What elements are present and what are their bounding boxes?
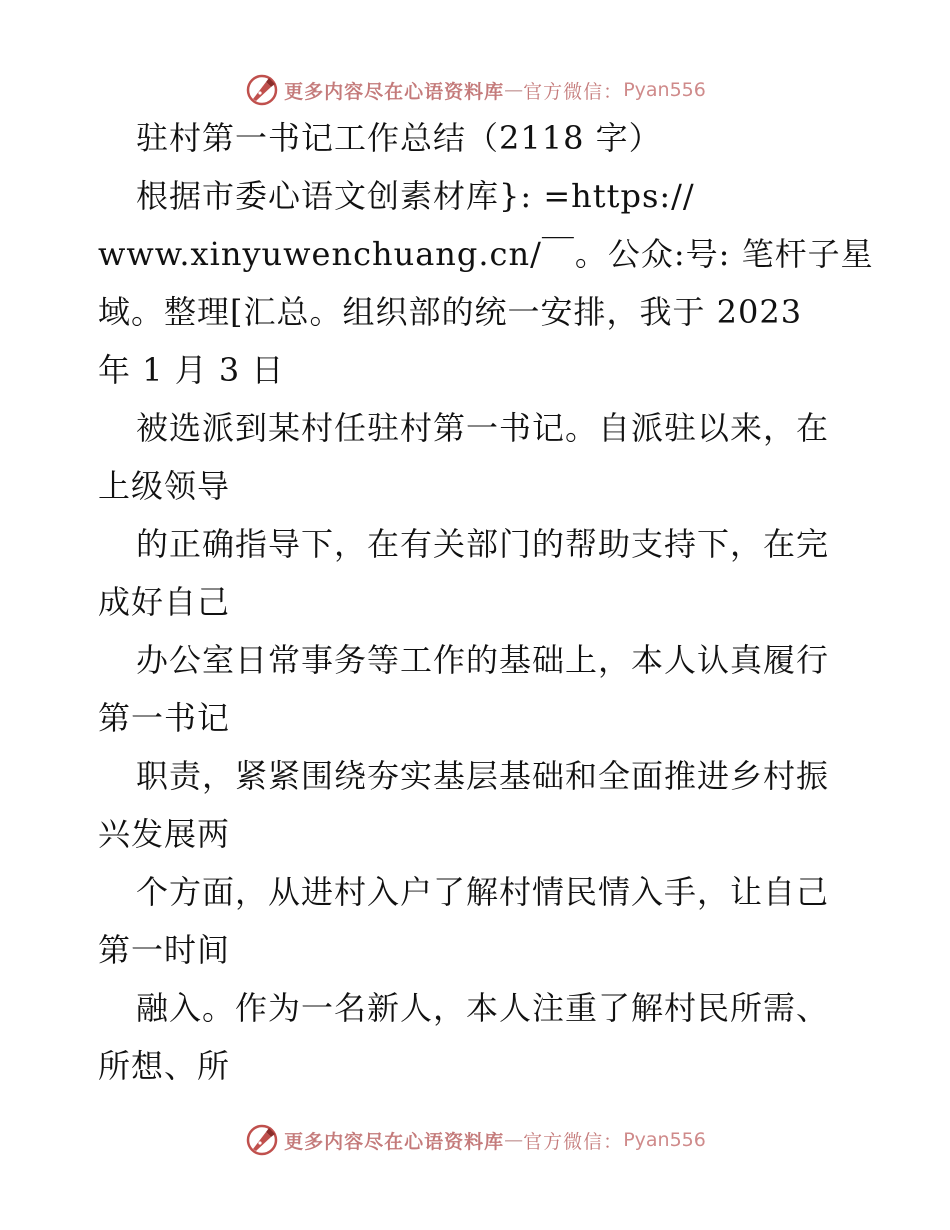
- paragraph-line: 被选派到某村任驻村第一书记。自派驻以来，在: [136, 409, 830, 447]
- paragraph-line: 第一时间: [98, 931, 231, 969]
- banner-sub-text: 官方微信：: [523, 1130, 624, 1153]
- document-title: 驻村第一书记工作总结（2118 字）: [136, 119, 662, 157]
- paragraph-line: 年 1 月 3 日: [98, 351, 285, 389]
- paragraph-line: 成好自己: [98, 583, 231, 621]
- paragraph-line: 融入。作为一名新人，本人注重了解村民所需、: [136, 989, 830, 1027]
- paragraph-line: 个方面，从进村入户了解村情民情入手，让自己: [136, 873, 830, 911]
- banner-sub-text: 官方微信：: [523, 80, 624, 103]
- paragraph-line: www.xinyuwenchuang.cn/￣。公众:号: 笔杆子星: [98, 235, 874, 273]
- pen-nib-circle-icon: [244, 1122, 280, 1158]
- banner-main-text: 更多内容尽在心语资料库: [284, 80, 505, 103]
- pen-nib-circle-icon: [244, 72, 280, 108]
- banner-dash: —: [504, 79, 524, 101]
- paragraph-line: 职责，紧紧围绕夯实基层基础和全面推进乡村振: [136, 757, 830, 795]
- header-watermark-banner: [0, 70, 950, 110]
- footer-watermark-banner: [0, 1120, 950, 1160]
- paragraph-line: 上级领导: [98, 467, 231, 505]
- paragraph-line: 兴发展两: [98, 815, 231, 853]
- paragraph-line: 根据市委心语文创素材库}: =https://: [136, 177, 695, 215]
- banner-dash: —: [504, 1129, 524, 1151]
- paragraph-line: 所想、所: [98, 1047, 231, 1085]
- banner-wechat-id: Pyan556: [623, 1129, 706, 1151]
- banner-main-text: 更多内容尽在心语资料库: [284, 1130, 505, 1153]
- paragraph-line: 第一书记: [98, 699, 231, 737]
- banner-wechat-id: Pyan556: [623, 79, 706, 101]
- paragraph-line: 域。整理[汇总。组织部的统一安排，我于 2023: [98, 293, 803, 331]
- paragraph-line: 的正确指导下，在有关部门的帮助支持下，在完: [136, 525, 830, 563]
- paragraph-line: 办公室日常事务等工作的基础上，本人认真履行: [136, 641, 830, 679]
